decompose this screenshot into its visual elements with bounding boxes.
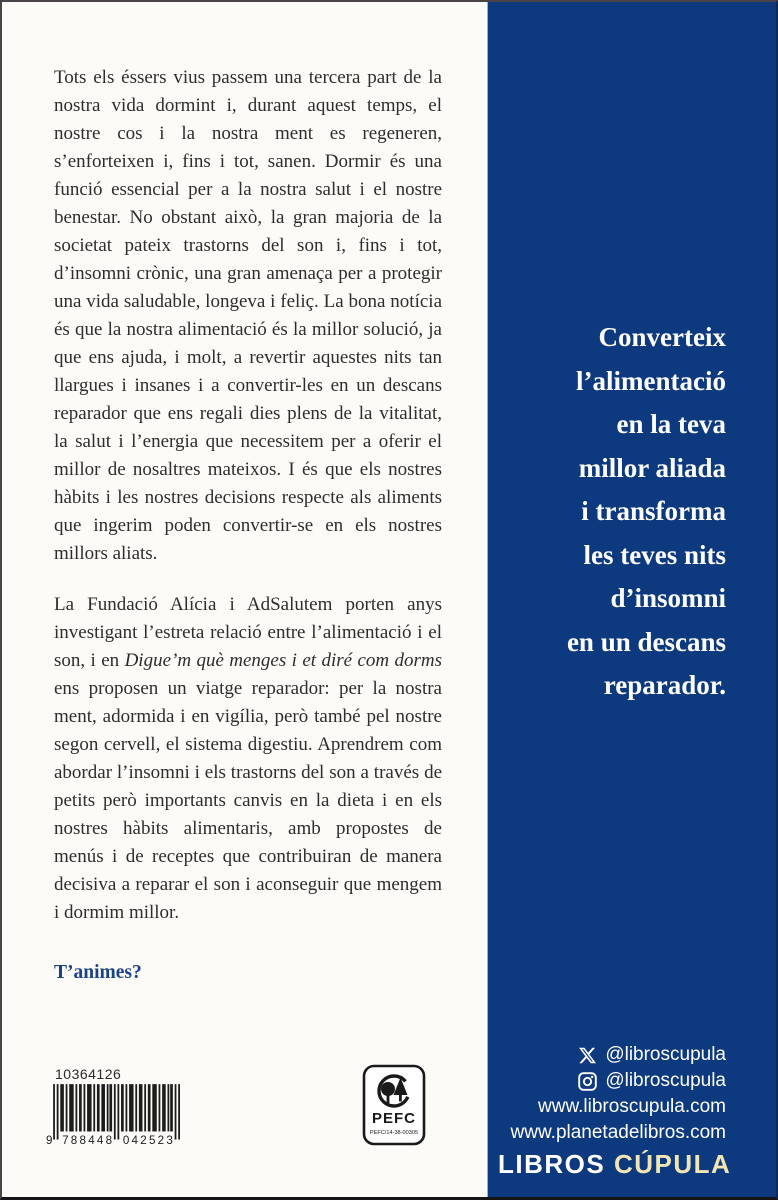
ean-barcode	[46, 1084, 180, 1145]
isbn-digit-first: 9	[46, 1133, 53, 1145]
barcode-block	[46, 1066, 180, 1150]
quote-line: en un descans	[566, 626, 726, 657]
website-planetadelibros: www.planetadelibros.com	[510, 1122, 726, 1143]
promo-quote	[504, 316, 726, 708]
blue-side-panel	[487, 2, 776, 1197]
twitter-row	[498, 1042, 726, 1068]
book-title: Digue’m què menges i et diré com dorms	[124, 650, 443, 671]
quote-line: l’alimentació	[576, 365, 726, 396]
paragraph-2-intro: La Fundació Alícia i AdSalutem porten anys investigant l’estreta relació entre l’alimentació i el son, i en	[54, 594, 442, 671]
publisher-logo	[498, 1149, 732, 1179]
x-twitter-icon	[578, 1046, 597, 1065]
pefc-label: PEFC	[371, 1110, 417, 1127]
instagram-row	[498, 1068, 726, 1094]
publisher-word-libros: LIBROS	[498, 1149, 606, 1179]
instagram-icon	[578, 1072, 597, 1091]
quote-line: en la teva	[616, 409, 726, 439]
isbn-group-1: 788448	[62, 1133, 113, 1145]
instagram-handle: @libroscupula	[605, 1070, 726, 1091]
quote-line: d’insomni	[610, 583, 726, 613]
paragraph-2	[54, 591, 442, 927]
twitter-handle: @libroscupula	[605, 1044, 726, 1065]
quote-line: les teves nits	[583, 539, 726, 570]
quote-line: Converteix	[598, 322, 726, 352]
publisher-footer	[498, 1042, 732, 1179]
quote-line: i transforma	[581, 496, 726, 526]
pefc-code: PEFC/14-38-00305	[369, 1130, 419, 1136]
quote-line: reparador.	[603, 670, 726, 700]
paragraph-1	[54, 64, 442, 568]
quote-line: millor aliada	[578, 452, 726, 483]
publisher-word-cupula: CÚPULA	[613, 1149, 732, 1179]
isbn-group-2: 042523	[122, 1133, 173, 1145]
cta-text: T’animes?	[54, 962, 142, 983]
paragraph-2-rest: ens proposen un viatge reparador: per la nostra ment, adormida i en vigília, però també pel nostre segon cervell, el sistema digestiu. Aprendrem com abordar l’insomni i els trastorns del son a través de petits però importants canvis en la dieta i en els nostres hàbits alimentaris, amb propostes de menús i de receptes que contribuiran de manera decisiva a reparar el son i aconseguir que mengem i dormim millor.	[54, 678, 442, 923]
pefc-logo	[362, 1064, 426, 1146]
product-code: 10364126	[55, 1066, 122, 1082]
back-cover-text	[54, 64, 442, 987]
paragraph-1-text: Tots els éssers vius passem una tercera part de la nostra vida dormint i, durant aquest temps, el nostre cos i la nostra ment es regeneren, s’enforteixen i, fins i tot, sanen. Dormir és una funció essencial per a la nostra salut i el nostre benestar. No obstant això, la gran majoria de la societat pateix trastorns del son i, fins i tot, d’insomni crònic, una gran amenaça per a protegir una vida saludable, longeva i feliç. La bona notícia és que la nostra alimentació és la millor solució, ja que ens ajuda, i molt, a revertir aquestes nits tan llargues i insanes i a convertir-les en un descans reparador que ens regali dies plens de la vitalitat, la salut i l’energia que necessitem per a oferir el millor de nosaltres mateixos. I és que els nostres hàbits i les nostres decisions respecte als aliments que ingerim poden convertir-se en els nostres millors aliats.	[54, 67, 442, 564]
website-libroscupula: www.libroscupula.com	[538, 1096, 726, 1117]
